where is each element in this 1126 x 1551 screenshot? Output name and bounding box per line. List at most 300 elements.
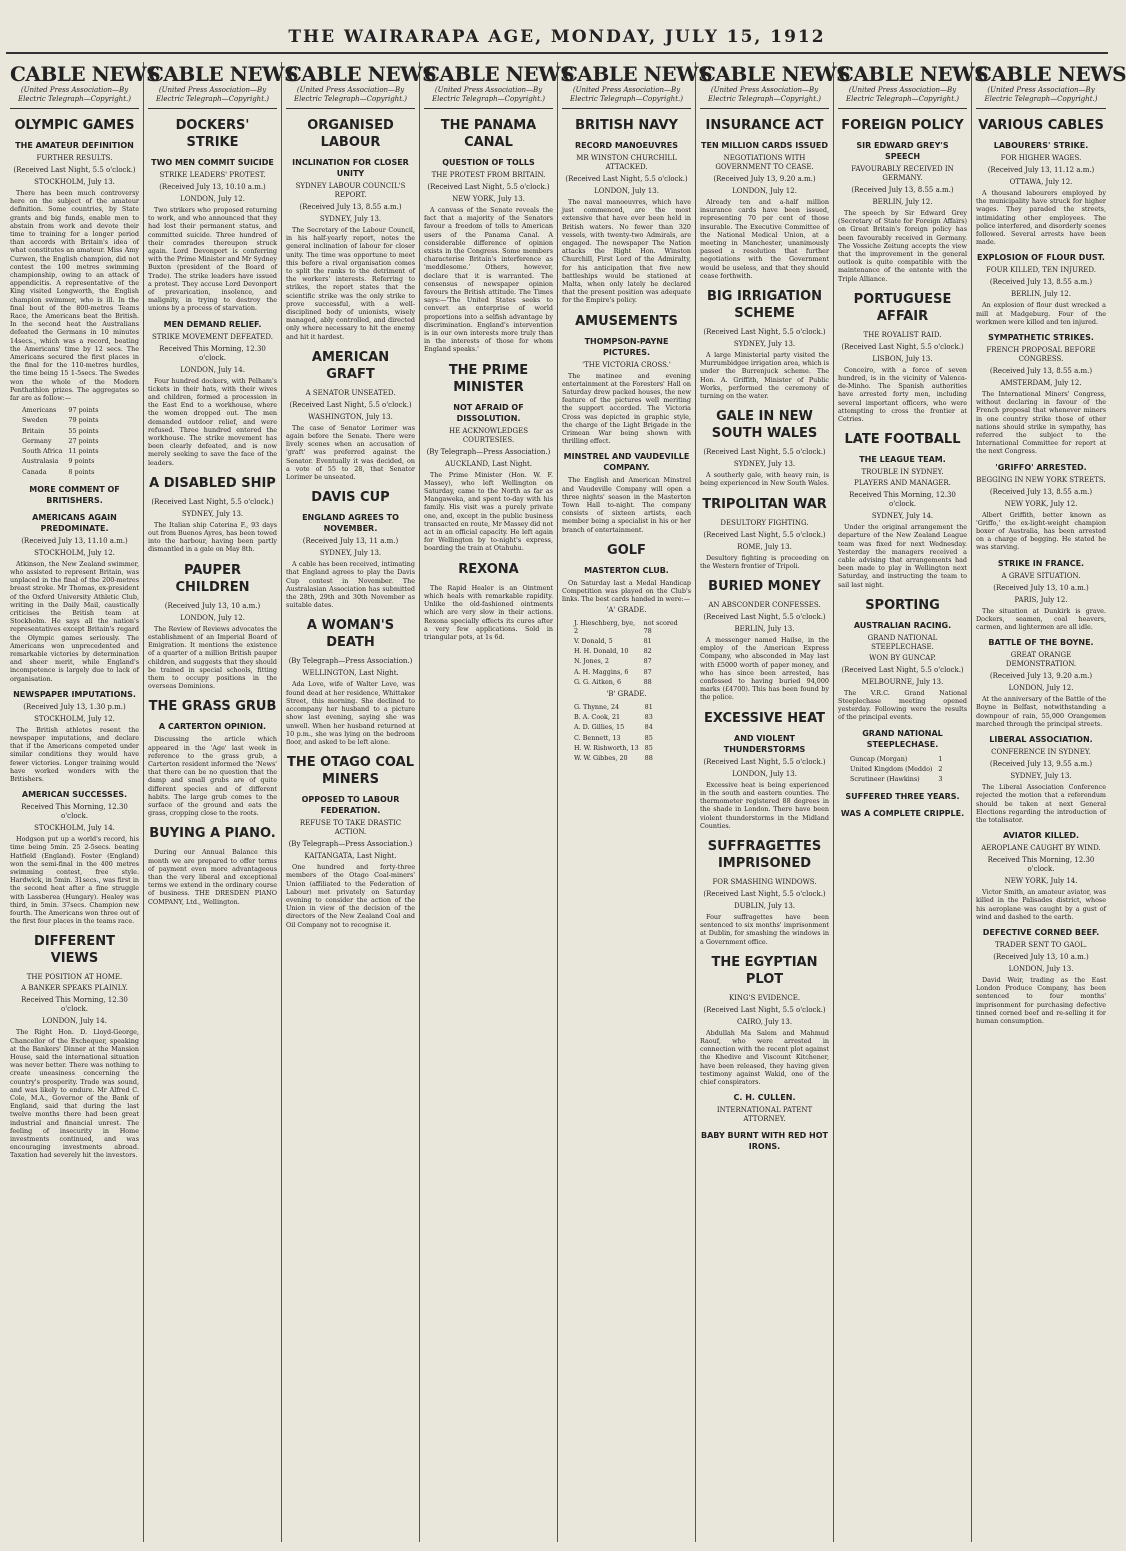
article-body: A large Ministerial party visited the Murrumbidgee irrigation area, which is under the Burrenjuck scheme. The Hon. A. Griffith, Minister of Public Works, performed the ceremony of turning on the water. [700,351,829,401]
article-headline: BURIED MONEY [708,579,821,595]
article-body: Desultory fighting is proceeding on the Western frontier of Tripoli. [700,553,829,570]
article-subheadline: BABY BURNT WITH RED HOT IRONS. [701,1131,828,1152]
column-title: CABLE NEWS [10,62,161,86]
table-row [574,647,689,655]
dateline: SYDNEY, July 13. [181,509,244,518]
received-line: Received This Morning, 12.30 o'clock. [987,856,1095,874]
dateline: LONDON, July 12. [180,195,245,203]
article-deck: BEGGING IN NEW YORK STREETS. [976,475,1106,484]
article-headline: EXCESSIVE HEAT [704,710,825,726]
article-body: A messenger named Hailse, in the employ of the American Express Company, who absconded in May last with £5000 worth of paper money, and who has since been arrested, has confessed to having buried 94,000 marks (£4700). This has been found by the police. [700,636,829,702]
article-body: The case of Senator Lorimer was again before the Senate. There were lively scenes when an accusation of 'graft' was preferred against the Senator. Eventually it was decided, on a vote of 55 to 28, that Senator Lorimer be unseated. [286,423,415,482]
article-headline: THE PRIME MINISTER [448,362,529,395]
table-cell: Scrutineer (Hawkins) [850,775,920,784]
received-line: (Received Last Night, 5.5 o'clock.) [703,530,826,539]
article-body: The Prime Minister (Hon. W. F. Massey), who left Wellington on Saturday, came to the North as far as Mangaweka, and spent to-day with his family. His visit was a purely private one, and, except in the public business transacted en route, Mr Massey did not act in an official capacity. He left again for Wellington by to-night's express, boarding the train at Otahuhu. [424,470,553,553]
dateline: LONDON, July 14. [180,365,245,374]
article-deck: REFUSE TO TAKE DRASTIC ACTION. [299,819,402,837]
table-row [22,447,103,455]
table-cell: 79 points [68,416,99,425]
column-rule [976,108,1106,109]
table-cell: 3 [938,775,943,784]
article-body: Four hundred dockers, with Pelham's tickets in their hats, with their wives and children, formed a procession in the East End to a workhouse, where the women dropped out. The men demanded outdoor relief, and were refused. Three hundred entered the workhouse. The strike movement has been clearly defeated, and is now merely seeking to save the face of the leaders. [148,376,277,467]
dateline: LONDON, July 14. [42,1017,107,1026]
article-body: During our Annual Balance this month we are prepared to offer terms of payment even more advantageous than the very liberal and exceptional terms we extend in the ordinary course of business. THE DRESDEN PIANO COMPANY, Ltd., Wellington. [148,848,277,906]
dateline: DUBLIN, July 13. [733,901,796,910]
table-row [574,754,657,762]
article-body: Four suffragettes have been sentenced to six months' imprisonment at Dublin, for smashing the windows in a Government office. [700,912,829,946]
table-cell: 97 points [68,406,99,415]
article-body: The International Miners' Congress, without declaring in favour of the French proposal that whenever miners in one country strike those of other nations should strike in sympathy, has referred the subject to the International Committee for report at the next Congress. [976,390,1106,456]
table-cell: 87 [643,657,652,666]
column-title: CABLE NEWS [424,62,575,86]
article-deck: GREAT ORANGE DEMONSTRATION. [1005,651,1077,669]
column-4 [420,62,575,1542]
table-cell: Germany [22,436,52,445]
table-cell: Sweden [22,416,48,425]
received-line: (Received July 13, 8.55 a.m.) [989,278,1093,287]
table-row [574,734,657,742]
column-2 [144,62,299,1542]
received-line: (Received Last Night, 5.5 o'clock.) [427,183,550,191]
table-cell: A. D. Gillies, 15 [574,723,625,732]
article-body: Discussing the article which appeared in the 'Age' last week in reference to the grass grub, a Carterton resident informed the 'News' that there can be no question that the damp and small grubs are of quite different species and of different habits. The large grub comes to the surface of the ground and eats the grass, cropping close to the roots. [148,735,277,818]
article-headline: FOREIGN POLICY [841,118,964,133]
article-headline: THE OTAGO COAL MINERS [287,755,414,788]
dateline: AMSTERDAM, July 12. [1000,379,1082,388]
article-headline: DAVIS CUP [311,490,390,506]
article-subheadline: NOT AFRAID OF DISSOLUTION. [453,402,524,423]
received-line: (By Telegraph—Press Association.) [288,840,413,849]
table-cell: 9 points [68,457,95,466]
received-line: (Received July 13, 10 a.m.) [993,952,1089,961]
article-body: Under the original arrangement the departure of the New Zealand League team was fixed for next Wednesday. Yesterday the managers received a cable advising that arrangements had been made to play in Wellington next Saturday, and instructing the team to sail last night. [838,523,967,589]
table-cell: V. Donald, 5 [574,636,613,645]
table-cell: B. A. Cook, 21 [574,713,621,722]
article-headline: GALE IN NEW SOUTH WALES [711,409,818,442]
column-rule [562,108,691,109]
received-line: (Received July 13, 8.55 a.m.) [299,203,402,211]
article-headline: LATE FOOTBALL [844,432,961,448]
article-headline: OLYMPIC GAMES [14,118,135,133]
received-line: (Received July 13, 11.12 a.m.) [987,166,1095,174]
table-row [850,765,947,773]
dateline: STOCKHOLM, July 12. [34,548,115,557]
table-row [22,437,103,445]
article-deck: 'A' GRADE. [606,605,647,614]
table-cell: 83 [644,713,653,722]
table-cell: W. W. Gibbes, 20 [574,753,628,762]
dateline: BERLIN, July 12. [872,198,933,206]
article-deck: AN ABSCONDER CONFESSES. [708,601,821,610]
article-headline: AMERICAN GRAFT [311,349,390,382]
article-subheadline: AMERICAN SUCCESSES. [21,790,128,800]
received-line: (Received July 13, 10 a.m.) [164,601,261,610]
article-body: At the anniversary of the Battle of the Boyne in Belfast, notwithstanding a downpour of rain, 55,000 Orangemen marched through the principal streets. [976,695,1106,728]
article-body: The Liberal Association Conference rejected the motion that a referendum should be taken at next General Elections regarding the introduction of the totalisator. [976,783,1106,824]
dateline: NEW YORK, July 13. [452,195,525,203]
column-title: CABLE NEWS [148,62,299,86]
article-body: Two strikers who proposed returning to work, and who announced that they had lost their permanent status, and committed suicide. Three hundred of their comrades thereupon struck again. Lord Devonport is conferring with the Prime Minister and Mr Sydney Buxton (president of the Board of Trade). The strike leaders have issued a protest. They accuse Lord Devonport of prevarication, insolence, and malignity, in trying to destroy the unions by a process of starvation. [148,206,277,313]
received-line: (Received July 13, 9.20 a.m.) [989,672,1093,681]
table-cell: 82 [643,647,652,656]
article-deck: A SENATOR UNSEATED. [305,388,396,397]
article-body: A southerly gale, with heavy rain, is being experienced in New South Wales. [700,471,829,488]
table-cell: 11 points [68,447,99,456]
article-body: The Review of Reviews advocates the establishment of an Imperial Board of Emigration. It mentions the existence of a quarter of a million British pauper children, and suggests that they should be trained in special schools, fitting them to occupy positions in the overseas Dominions. [148,624,277,691]
article-subheadline: NEWSPAPER IMPUTATIONS. [13,689,136,699]
table-cell: H. W. Rishworth, 13 [574,743,639,752]
table-cell: Canada [22,467,47,476]
article-subheadline: GRAND NATIONAL STEEPLECHASE. [862,728,943,749]
article-deck: TROUBLE IN SYDNEY. [861,468,944,477]
article-subheadline: LIBERAL ASSOCIATION. [989,735,1093,745]
column-title: CABLE NEWS [286,62,437,86]
results-table [572,701,659,764]
article-deck: FAVOURABLY RECEIVED IN GERMANY. [851,165,954,182]
article-headline: DIFFERENT VIEWS [34,934,115,967]
dateline: AUCKLAND, Last Night. [444,459,533,468]
article-body: The matinee and evening entertainment at the Foresters' Hall on Saturday drew packed houses, the new feature of the pictures well meriting the support accorded. The Victoria Cross was depicted in graphic style, the charge of the Light Brigade in the Crimean War being shown with thrilling effect. [562,371,691,446]
received-line: (Received July 13, 11.10 a.m.) [21,536,128,545]
column-8 [972,62,1126,1542]
table-cell: 1 [938,754,943,763]
table-cell: Britain [22,426,45,435]
table-row [574,723,657,731]
received-line: (Received Last Night, 5.5 o'clock.) [289,400,412,409]
dateline: LONDON, July 12. [180,613,245,622]
article-body: An explosion of flour dust wrecked a mill at Madgeburg. Four of the workmen were killed and ten injured. [976,301,1106,326]
table-cell: not scored 78 [643,618,678,635]
dateline: LISBON, July 13. [872,354,933,363]
results-table [572,617,691,688]
received-line: (Received Last Night, 5.5 o'clock.) [13,166,136,174]
article-deck: 'THE VICTORIA CROSS.' [582,360,671,369]
article-body: A thousand labourers employed by the municipality have struck for higher wages. They paraded the streets, intimidating other employees. The police interfered, and disorderly scenes followed. Several arrests have been made. [976,189,1106,247]
article-deck: INTERNATIONAL PATENT ATTORNEY. [716,1106,813,1124]
dateline: SYDNEY, July 13. [319,215,382,223]
dateline: SYDNEY, July 13. [319,549,382,558]
article-subheadline: WAS A COMPLETE CRIPPLE. [840,809,965,819]
article-body: A cable has been received, intimating that England agrees to play the Davis Cup contest in November. The Australasian Association has submitted the 28th, 29th and 30th November as suitable dates. [286,560,415,610]
article-body: The speech by Sir Edward Grey (Secretary of State for Foreign Affairs) on Great Britain's foreign policy has been favourably received in Germany. The Vossiche Zeitung accepts the view that the improvement in the general outlook is quite compatible with the maintenance of the entente with the Triple Alliance. [838,209,967,283]
article-subheadline: AUSTRALIAN RACING. [853,620,952,630]
dateline: SYDNEY, July 14. [871,512,934,521]
column-7 [834,62,989,1542]
article-headline: AMUSEMENTS [575,313,678,329]
table-row [574,619,689,635]
table-cell: 27 points [68,436,99,445]
article-deck: FOR HIGHER WAGES. [1000,154,1082,162]
article-headline: BIG IRRIGATION SCHEME [707,289,822,322]
table-row [850,775,947,783]
article-body: The Secretary of the Labour Council, in his half-yearly report, notes the general inclination of labour for closer unity. The time was opportune to meet this before a rival organisation comes to split the ranks to the detriment of the workers' interests. Referring to strikes, the report states that the scientific strike was the only strike to prove successful, with a well-disciplined body of unionists, wisely managed, ably controlled, and directed only where necessary to hit the enemy and hit it hardest. [286,226,415,341]
article-headline: THE GRASS GRUB [148,699,277,715]
column-rule [148,108,277,109]
article-body: The Italian ship Caterina F., 93 days out from Buenos Ayres, has been towed into the harbour, having been partly dismantled in a gale on May 8th. [148,520,277,554]
article-subheadline: DEFECTIVE CORNED BEEF. [982,927,1100,937]
received-line: (Received July 13, 10.10 a.m.) [159,183,266,191]
received-line: Received This Morning, 12.30 o'clock. [159,344,266,362]
dateline: LONDON, July 12. [732,187,797,195]
received-line: Received This Morning, 12.30 o'clock. [849,491,956,509]
dateline: LONDON, July 13. [732,769,797,778]
columns-container [6,62,1126,1542]
article-subheadline: EXPLOSION OF FLOUR DUST. [977,253,1105,263]
article-headline: BUYING A PIANO. [149,826,276,842]
article-headline: PORTUGUESE AFFAIR [853,291,952,324]
article-deck: FURTHER RESULTS. [36,154,113,162]
table-row [22,406,103,414]
received-line: (Received Last Night, 5.5 o'clock.) [703,328,826,337]
dateline: SYDNEY, July 13. [1010,772,1072,781]
table-row [574,637,689,645]
table-cell: 88 [643,677,652,686]
table-cell: Australasia [22,457,59,466]
article-body: Already ten and a-half million insurance cards have been issued, representing 70 per cent of those insurable. The Executive Committee of the National Medical Union, at a meeting in Manchester, unanimously passed a resolution that further negotiations with the Government would be useless, and that they should cease forthwith. [700,198,829,280]
article-deck: THE PROTEST FROM BRITAIN. [431,171,546,179]
received-line: (Received July 13, 8.55 a.m.) [989,367,1093,376]
article-headline: THE EGYPTIAN PLOT [711,954,818,987]
table-cell: C. Bennett, 13 [574,733,621,742]
table-cell: 2 [938,764,943,773]
received-line: (By Telegraph—Press Association.) [288,657,413,666]
article-subheadline: C. H. CULLEN. [733,1093,796,1103]
table-cell: 85 [644,733,653,742]
article-deck: CONFERENCE IN SYDNEY. [991,748,1091,757]
article-deck: A BANKER SPEAKS PLAINLY. [21,984,128,993]
received-line: (Received Last Night, 5.5 o'clock.) [565,175,688,183]
article-subheadline: STRIKE IN FRANCE. [997,558,1085,568]
article-body: Abdullah Ma Salem and Mahmud Raouf, who were arrested in connection with the recent plot against the Khedive and Viscount Kitchener, have been released, they having given testimony against Wakid, one of the chief conspirators. [700,1028,829,1086]
article-deck: THE ROYALIST RAID. [863,330,942,339]
table-cell: Guncap (Morgan) [850,754,908,763]
article-deck: HE ACKNOWLEDGES COURTESIES. [448,426,528,444]
column-credit: (United Press Association—By Electric Telegraph—Copyright.) [708,86,821,103]
masthead-rule [6,52,1108,54]
received-line: (Received July 13, 9.20 a.m.) [713,175,816,183]
article-subheadline: AND VIOLENT THUNDERSTORMS [723,733,806,754]
dateline: NEW YORK, July 12. [1004,499,1078,508]
article-deck: STRIKE MOVEMENT DEFEATED. [151,332,274,341]
article-subheadline: TEN MILLION CARDS ISSUED [701,141,828,150]
article-deck: A GRAVE SITUATION. [1001,571,1081,580]
article-headline: ORGANISED LABOUR [307,118,394,150]
article-body: The naval manoeuvres, which have just commenced, are the most extensive that have ever been held in British waters. No fewer than 320 vessels, with twenty-two Admirals, are engaged. The newspaper The Nation attacks the Right Hon. Winston Churchill, First Lord of the Admiralty, for his anticipation that five new battleships would be stationed at Malta, when only lately he declared that the present position was adequate for the Empire's policy. [562,198,691,305]
table-cell: Americans [22,406,57,415]
article-headline: INSURANCE ACT [705,118,824,133]
article-subheadline: MASTERTON CLUB. [584,565,669,575]
article-subheadline: BATTLE OF THE BOYNE. [988,638,1094,648]
column-credit: (United Press Association—By Electric Telegraph—Copyright.) [984,86,1098,103]
dateline: BERLIN, July 13. [734,625,795,634]
column-rule [700,108,829,109]
table-cell: A. H. Maggins, 6 [574,667,629,676]
dateline: WELLINGTON, Last Night. [302,669,399,678]
dateline: SYDNEY, July 13. [733,340,796,349]
dateline: STOCKHOLM, July 13. [34,178,115,186]
dateline: STOCKHOLM, July 12. [34,714,115,723]
article-deck: FOR SMASHING WINDOWS. [712,877,817,886]
article-headline: TRIPOLITAN WAR [702,496,827,512]
column-credit: (United Press Association—By Electric Telegraph—Copyright.) [18,86,131,103]
article-deck: WON BY GUNCAP. [869,653,936,662]
dateline: PARIS, July 12. [1014,595,1068,604]
received-line: (Received Last Night, 5.5 o'clock.) [703,889,826,898]
article-deck: THE POSITION AT HOME. [26,973,123,982]
table-cell: H. H. Donald, 10 [574,647,629,656]
table-cell: G. Thynne, 24 [574,702,620,711]
article-deck: PLAYERS AND MANAGER. [854,479,951,488]
article-body: Hodgson put up a world's record, his time being 5min. 25 2-5secs. beating Hatfield (England). Foster (England) won the semi-final in the 400 metres swimming contest, free style. Hardwick, in 5min. 31secs., was first in the second heat after a fine struggle with Lassberea (Hungary). Healey was third, in 5min. 37secs. Champion new fourth. The Americans won three out of the first four places in the teams race. [10,835,139,926]
column-title: CABLE NEWS [700,62,851,86]
article-deck: MR WINSTON CHURCHILL ATTACKED. [576,154,677,171]
column-credit: (United Press Association—By Electric Telegraph—Copyright.) [156,86,269,103]
dateline: LONDON, July 13. [594,187,659,195]
article-subheadline: LABOURERS' STRIKE. [993,141,1089,150]
dateline: LONDON, July 13. [1008,964,1074,973]
column-rule [286,108,415,109]
article-headline: THE PANAMA CANAL [440,118,537,150]
article-subheadline: AVIATOR KILLED. [1002,831,1080,841]
article-subheadline: QUESTION OF TOLLS [442,158,535,167]
article-body: Albert Griffith, better known as 'Griffo,' the ex-light-weight champion boxer of Australia, has been arrested on a charge of begging. He stated he was starving. [976,510,1106,552]
article-deck: SYDNEY LABOUR COUNCIL'S REPORT. [295,182,406,199]
article-deck: FOUR KILLED, TEN INJURED. [986,266,1096,275]
article-deck: AEROPLANE CAUGHT BY WIND. [981,844,1101,853]
column-5 [558,62,713,1542]
dateline: ROME, July 13. [737,542,792,551]
article-subheadline: SIR EDWARD GREY'S SPEECH [856,141,949,161]
table-row [850,755,947,763]
received-line: (Received Last Night, 5.5 o'clock.) [703,757,826,766]
table-cell: 8 points [68,467,95,476]
article-subheadline: THE AMATEUR DEFINITION [15,141,134,150]
column-title: CABLE NEWS [562,62,713,86]
table-row [22,427,103,435]
table-row [22,416,103,424]
received-line: (Received Last Night, 5.5 o'clock.) [151,497,274,506]
article-subheadline: A CARTERTON OPINION. [158,722,267,732]
article-body: On Saturday last a Medal Handicap Competition was played on the Club's links. The best cards handed in were:— [562,578,691,604]
article-subheadline: OPPOSED TO LABOUR FEDERATION. [301,795,400,816]
article-headline: SUFFRAGETTES IMPRISONED [707,838,822,871]
dateline: KAITANGATA, Last Night. [304,852,397,861]
received-line: (Received Last Night, 5.5 o'clock.) [841,342,964,351]
article-subheadline: MINSTREL AND VAUDEVILLE COMPANY. [563,452,690,473]
received-line: (Received July 13, 9.55 a.m.) [989,760,1093,769]
article-subheadline: MEN DEMAND RELIEF. [163,319,262,329]
article-body: The Right Hon. D. Lloyd-George, Chancellor of the Exchequer, speaking at the Bankers' Dinner at the Mansion House, said the international situation was never better. There was nothing to create uneasiness concerning the country's prosperity. Trade was sound, and was likely to endure. Mr Alfred C. Cole, M.A., Governor of the Bank of England, said that during the last twelve months there had been great industrial and financial unrest. The feeling of insecurity in Home investments continued, and was encouraging investments abroad. Taxation had severely hit the investors. [10,1028,139,1160]
column-credit: (United Press Association—By Electric Telegraph—Copyright.) [294,86,407,103]
article-deck: STRIKE LEADERS' PROTEST. [159,171,266,179]
masthead: THE WAIRARAPA AGE, MONDAY, JULY 15, 1912 [288,27,826,47]
article-headline: VARIOUS CABLES [978,118,1104,133]
column-rule [10,108,139,109]
dateline: NEW YORK, July 14. [1004,877,1078,886]
dateline: CAIRO, July 13. [736,1017,793,1026]
column-title: CABLE NEWS [976,62,1126,86]
article-body: Atkinson, the New Zealand swimmer, who assisted to represent Britain, was unplaced in the final of the 200-metres breast stroke. Mr Thomas, ex-president of the Oxford University Athletic Club, writing in the Daily Mail, caustically criticises the British team at Stockholm. He says all the nation's representatives except Britain's regard the Olympic games seriously. The Americans won unprecedented and remarkable victories by determination and sheer merit, while England's incompetence is largely due to lack of organisation. [10,559,139,683]
received-line: (Received July 13, 8.55 a.m.) [851,186,954,194]
received-line: (Received Last Night, 5.5 o'clock.) [703,448,826,457]
article-body: The situation at Dunkirk is grave. Dockers, seamen, coal heavers, carmen, and lightermen are all idle. [976,606,1106,632]
article-body: One hundred and forty-three members of the Otago Coal-miners' Union (affiliated to the Federation of Labour) met privately on Saturday evening to consider the action of the Union in view of the decision of the directors of the New Zealand Coal and Oil Company not to recognise it. [286,863,415,929]
received-line: Received This Morning, 12.30 o'clock. [21,996,128,1014]
article-deck: TRADER SENT TO GAOL. [994,940,1088,949]
article-headline: REXONA [458,561,519,577]
table-row [574,713,657,721]
dateline: STOCKHOLM, July 14. [34,824,115,833]
received-line: (By Telegraph—Press Association.) [426,447,551,456]
received-line: (Received July 13, 1.30 p.m.) [23,702,126,711]
article-deck: FRENCH PROPOSAL BEFORE CONGRESS. [986,346,1096,364]
article-subheadline: MORE COMMENT OF BRITISHERS. [29,484,120,505]
article-body: The British athletes resent the newspaper imputations, and declare that if the Americans competed under similar conditions they would have fewer victories. Longer training would have worked wonders with the Britishers. [10,725,139,783]
article-body: Victor Smith, an amateur aviator, was killed in the Palisades district, whose his aeroplane was caught by a gust of wind and dashed to the earth. [976,888,1106,921]
article-subheadline: RECORD MANOEUVRES [574,141,679,150]
table-cell: N. Jones, 2 [574,657,609,666]
column-rule [838,108,967,109]
article-body: Excessive heat is being experienced in the south and eastern counties. The thermometer registered 88 degrees in the shade in London. There have been violent thunderstorms in the Midland Counties. [700,780,829,830]
dateline: MELBOURNE, July 13. [861,677,944,686]
table-row [574,678,689,686]
column-credit: (United Press Association—By Electric Telegraph—Copyright.) [846,86,959,103]
article-body: Conceiro, with a force of seven hundred, is in the vicinity of Valenca-de-Minho. The Spanish authorities have arrested forty men, including several important officers, who were attempting to cross the frontier at Cetries. [838,365,967,424]
table-cell: 85 [644,743,653,752]
column-3 [282,62,437,1542]
received-line: (Received Last Night, 5.5 o'clock.) [703,613,826,622]
article-headline: A DISABLED SHIP [149,475,276,491]
article-headline: BRITISH NAVY [575,118,678,133]
table-cell: 55 points [68,426,99,435]
dateline: OTTAWA, July 12. [1009,178,1073,186]
received-line: Received This Morning, 12.30 o'clock. [21,803,128,821]
article-headline: DOCKERS' STRIKE [175,118,250,150]
dateline: LONDON, July 12. [1008,684,1074,693]
article-subheadline: ENGLAND AGREES TO NOVEMBER. [302,513,399,534]
article-body: Ada Love, wife of Walter Love, was found dead at her residence, Whittaker Street, this morning. She declined to accompany her husband to a picture show last evening, saying she was unwell. When her husband returned at 10 p.m., she was lying on the bedroom floor, and asked to be left alone. [286,680,415,746]
results-table [20,404,105,477]
article-body: There has been much controversy here on the subject of the amateur definition. Some countries, by State grants and big funds, enable men to abstain from work and devote their time to training for a longer period than accords with Britain's idea of what constitutes an amateur. Miss Amy Curwen, the English champion, did not contest the 100 metres swimming championship, owing to an attack of appendicitis. A representative of the King visited Longworth, the English champion swimmer, who is ill. In the final bout of the 800-metres Teams Race, the Americans beat the British. In the second heat the Australians defeated the Germans in 10 minutes 14secs., which was a record, beating the Americans' time by 12 secs. The Americans secured the first places in the final for the 110-metres hurdles, the time being 15 1-5secs. The Swedes won the whole of the Modern Penthathlon prizes. The aggregates so far are as follow:— [10,189,139,403]
article-subheadline: THOMPSON-PAYNE PICTURES. [584,336,669,357]
table-cell: 81 [643,636,652,645]
article-headline: GOLF [607,542,646,558]
table-row [574,744,657,752]
article-deck: KING'S EVIDENCE. [728,993,801,1002]
article-body: The Rapid Healer is an Ointment which heals with remarkable rapidity. Unlike the old-fashioned ointments which are very slow in their actions. Rexona specially effects its cures after a very few applications. Sold in triangular pots, at 1s 6d. [424,583,553,641]
column-6 [696,62,851,1542]
article-deck: DESULTORY FIGHTING. [720,518,809,527]
received-line: (Received Last Night, 5.5 o'clock.) [703,1005,826,1014]
article-subheadline: INCLINATION FOR CLOSER UNITY [292,158,409,178]
article-deck: 'B' GRADE. [606,689,647,698]
table-cell: 84 [644,723,653,732]
article-headline: PAUPER CHILDREN [175,562,250,595]
table-row [574,703,657,711]
table-cell: United Kingdom (Meddo) [850,764,933,773]
article-subheadline: 'GRIFFO' ARRESTED. [995,462,1087,472]
dateline: SYDNEY, July 13. [733,460,796,469]
table-cell: 81 [644,702,653,711]
article-subheadline: TWO MEN COMMIT SUICIDE [151,158,274,167]
received-line: (Received July 13, 8.55 a.m.) [989,487,1093,496]
article-subheadline: AMERICANS AGAIN PREDOMINATE. [32,512,117,533]
table-row [22,468,103,476]
article-subheadline: SYMPATHETIC STRIKES. [988,333,1094,343]
table-cell: 88 [644,753,653,762]
table-cell: 87 [643,667,652,676]
